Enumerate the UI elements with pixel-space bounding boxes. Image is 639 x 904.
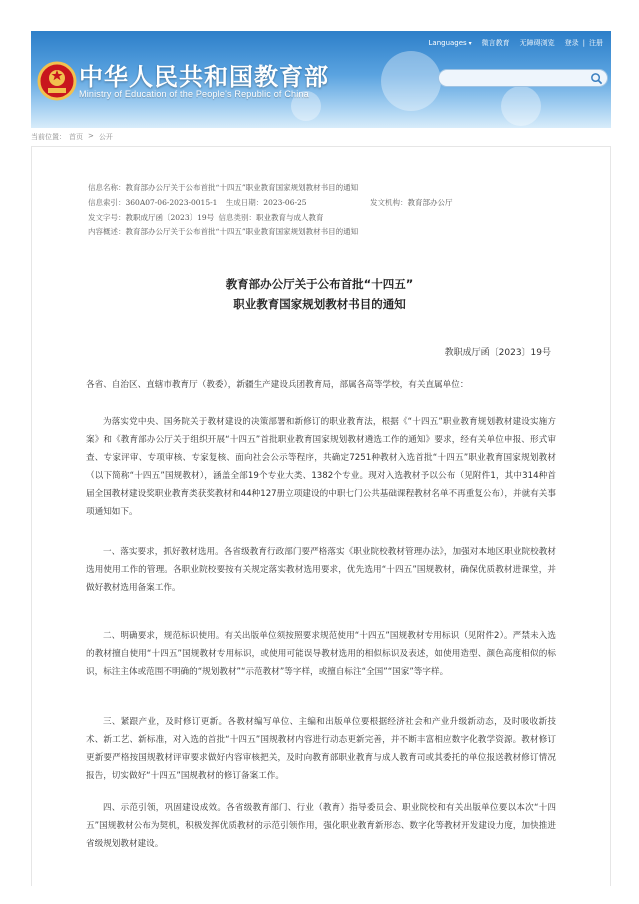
org-label: 发文机构： [370,198,408,207]
summary-label: 内容概述： [88,227,126,236]
doc-no-label: 发文字号： [88,213,126,222]
site-title[interactable]: 中华人民共和国教育部 [79,63,329,91]
org-value: 教育部办公厅 [407,198,453,207]
breadcrumb-public[interactable]: 公开 [98,133,113,141]
national-emblem-icon[interactable] [37,61,77,101]
summary-value: 教育部办公厅关于公布首批“十四五”职业教育国家规划教材书目的通知 [125,227,359,236]
article-title [0,274,639,314]
article-title-line1: 教育部办公厅关于公布首批“十四五” [225,277,414,291]
languages-link[interactable]: Languages ▾ [429,39,472,47]
breadcrumb [31,132,113,142]
paragraph-section-3: 三、紧跟产业，及时修订更新。各教材编写单位、主编和出版单位要根据经济社会和产业升级新动态，及时吸收新技术、新工艺、新标准，对入选的首批“十四五”国规教材内容进行动态更新完善，并不断丰富相应数字化教学资源。教材修订更新要严格按国规教材评审要求做好内容审核把关，及时向教育部职业教育与成人教育司或其委托的单位报送教材修订情况报告，切实做好“十四五”国规教材的修订备案工作。 [86,717,556,781]
link-separator: | [582,39,585,47]
accessibility-link[interactable]: 无障碍浏览 [519,39,555,47]
index-label: 信息索引： [88,198,126,207]
search-box [438,69,608,87]
category-value: 职业教育与成人教育 [256,213,324,222]
paragraph-section-4: 四、示范引领，巩固建设成效。各省级教育部门、行业（教育）指导委员会、职业院校和有关出版单位要以本次“十四五”国规教材公布为契机，积极发挥优质教材的示范引领作用，强化职业教育新形态、数字化等教材开发建设力度，加快推进省级规划教材建设。 [86,803,556,849]
breadcrumb-label: 当前位置： [31,133,66,141]
search-icon[interactable] [590,72,603,85]
paragraph-section-1: 一、落实要求，抓好教材选用。各省级教育行政部门要严格落实《职业院校教材管理办法》，加强对本地区职业院校教材选用使用工作的管理。各职业院校要按有关规定落实教材选用要求，优先选用“十四五”国规教材，确保优质教材进课堂，并做好教材选用备案工作。 [86,547,556,593]
site-header [31,31,611,128]
breadcrumb-sep: > [88,132,94,140]
salutation: 各省、自治区、直辖市教育厅（教委），新疆生产建设兵团教育局，部属各高等学校，有关直属单位： [86,380,469,390]
breadcrumb-home[interactable]: 首页 [69,133,83,141]
site-subtitle: Ministry of Education of the People's Republic of China [79,89,309,99]
category-label: 信息类别： [218,213,257,222]
login-link[interactable]: 登录 [564,39,579,47]
index-value: 360A07-06-2023-0015-1 [125,198,218,207]
article-title-line2: 职业教育国家规划教材书目的通知 [233,297,406,311]
paragraph-section-2: 二、明确要求，规范标识使用。有关出版单位须按照要求规范使用“十四五”国规教材专用标识（见附件2）。严禁未入选的教材擅自使用“十四五”国规教材专用标识，或使用可能误导教材选用的相似标识及表述，如使用造型、颜色高度相似的标识，标注主体或范围不明确的“规划教材”“示范教材”等字样，或擅自标注“全国”“国家”等字样。 [86,631,556,677]
search-input[interactable] [447,72,587,84]
date-value: 2023-06-25 [263,198,307,207]
paragraph-intro: 为落实党中央、国务院关于教材建设的决策部署和新修订的职业教育法，根据《“十四五”职业教育规划教材建设实施方案》和《教育部办公厅关于组织开展“十四五”首批职业教育国家规划教材遴选工作的通知》要求，经有关单位申报、形式审查、专家评审、专项审核、专家复核、面向社会公示等程序，共确定7251种教材入选首批“十四五”职业教育国家规划教材（以下简称“十四五”国规教材），涵盖全部19个专业大类、1382个专业。现对入选教材予以公布（见附件1，其中314种首届全国教材建设奖职业教育类获奖教材和44种127册立项建设的中职七门公共基础课程教材名单不再重复公布），并就有关事项通知如下。 [86,417,556,517]
date-label: 生成日期： [225,198,264,207]
top-links [429,38,603,48]
info-name-value: 教育部办公厅关于公布首批“十四五”职业教育国家规划教材书目的通知 [125,183,359,192]
weiyan-link[interactable]: 微言教育 [481,39,510,47]
document-number: 教职成厅函〔2023〕19号 [444,348,551,358]
doc-no-value: 教职成厅函〔2023〕19号 [125,213,215,222]
info-name-label: 信息名称： [88,183,126,192]
register-link[interactable]: 注册 [589,39,603,47]
